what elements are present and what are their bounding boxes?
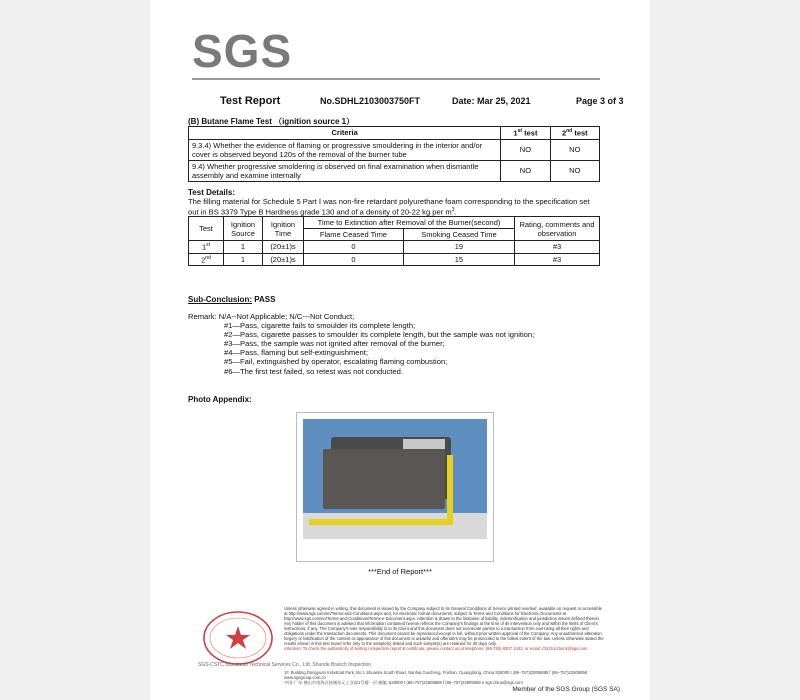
test-details-text: The filling material for Schedule 5 Part Ⅰ was non-fire retardant polyurethane foam corresponding to the specification set out in BS 3379 Type B Hardness grade 130 and of a density of 20-22 kg per $m^3$. — [188, 197, 590, 217]
test-details-title: Test Details: — [188, 188, 235, 197]
sample-photo — [303, 419, 487, 539]
remark-line: #2—Pass, cigarette passes to smoulder its complete length, but the sample was not ignition; — [224, 330, 535, 340]
rating-header: Rating, comments and observation — [515, 217, 600, 241]
footer-address: 1F, Building Dongyuan Industrial Park, No.1 Shuanlai South Road, Nanhai Guicheng, Foshan, Guangdong, China 528000 t (86–757)22805888 f (86–757)22805858 www.sgsgroup.com.cn 中国·广东·佛山市南海区桂城东元工业园1号楼一层 邮编: 528000 t (86–757)22805888 f (86–757)22805858 e sgs.china@sgs.com — [284, 670, 588, 685]
table-row — [189, 160, 600, 181]
terms-fine-print: Unless otherwise agreed in writing, this document is issued by the Company subject to its General Conditions of Service printed overleaf, available on request or accessible at http://www.sgs.com/en/Terms-and-Conditions.aspx and, for electronic format documents, subject to Terms and Conditions for Electronic Documents at http://www.sgs.com/en/Terms-and-Conditions/Terms-e-Document.aspx. Attention is drawn to the limitation of liability, indemnification and jurisdiction issues defined therein. Any holder of this document is advised that information contained hereon reflects the Company's findings at the time of its intervention only and within the limits of Client's instructions, if any. The Company's sole responsibility is to its Client and this document does not exonerate parties to a transaction from exercising all their rights and obligations under the transaction documents. This document cannot be reproduced except in full, without prior written approval of the Company. Any unauthorized alteration, forgery or falsification of the content or appearance of this document is unlawful and offenders may be prosecuted to the fullest extent of the law. Unless otherwise stated the results shown in this test report refer only to the sample(s) tested and such sample(s) are retained for 30 days only. Attention: To check the authenticity of testing / inspection report & certificate, please contact us at telephone: (86-755) 8307 1443, or email: CN.Doccheck@sgs.com — [284, 606, 604, 651]
end-of-report: ***End of Report*** — [368, 567, 432, 576]
result-cell: NO — [550, 160, 599, 181]
second-test-header: 2nd test — [550, 127, 599, 140]
criteria-cell: 9.4) Whether progressive smoldering is observed on final examination when dismantle assembly and examine internally — [189, 160, 501, 181]
test-header: Test — [189, 217, 224, 241]
extinction-header: Time to Extinction after Removal of the Burner(second) — [304, 217, 515, 229]
result-cell: NO — [550, 139, 599, 160]
result-cell: NO — [501, 139, 550, 160]
remark-line: #4—Pass, flaming but self-extinguishment; — [224, 348, 368, 358]
time-cell: (20±1)s — [263, 253, 304, 266]
remark-line: #5—Fail, extinguished by operator, escalating flaming combustion; — [224, 357, 448, 367]
result-cell: NO — [501, 160, 550, 181]
remark-first-line: Remark: N/A--Not Applicable; N/C---Not Conduct; — [188, 312, 355, 321]
test-cell: 2nd — [189, 253, 224, 266]
flame-cell: 0 — [304, 241, 404, 254]
ruler-icon — [309, 519, 449, 525]
section-b-title: (B) Butane Flame Test （ignition source 1） — [188, 117, 355, 126]
rating-cell: #3 — [515, 253, 600, 266]
table-row — [189, 139, 600, 160]
table-row — [189, 253, 600, 266]
report-number: No.SDHL2103003750FT — [320, 96, 421, 106]
remark-line: #3—Pass, the sample was not ignited after removal of the burner; — [224, 339, 445, 349]
remark-line: #6—The first test failed, so retest was not conducted. — [224, 366, 403, 376]
remark-line: #1—Pass, cigarette fails to smoulder its complete length; — [224, 321, 416, 331]
page-number: Page 3 of 3 — [576, 96, 624, 106]
time-cell: (20±1)s — [263, 241, 304, 254]
report-date: Date: Mar 25, 2021 — [452, 96, 531, 106]
branch-stamp-text: SGS-CSTC Standards Technical Services Co., Ltd. Shunde Branch Inspection — [198, 662, 372, 668]
sub-conclusion: Sub-Conclusion: PASS — [188, 295, 276, 304]
ignition-source-header: Ignition Source — [224, 217, 263, 241]
criteria-cell: 9.3.4) Whether the evidence of flaming or progressive smouldering in the interior and/or cover is observed beyond 120s of the removal of the burner tube — [189, 139, 501, 160]
sgs-member-text: Member of the SGS Group (SGS SA) — [512, 686, 620, 693]
company-seal-icon — [200, 608, 276, 668]
flame-ceased-header: Flame Ceased Time — [304, 229, 404, 241]
smoking-cell: 15 — [403, 253, 514, 266]
butane-flame-table — [188, 126, 600, 182]
photo-appendix-title: Photo Appendix: — [188, 395, 252, 404]
flame-cell: 0 — [304, 253, 404, 266]
sgs-logo: SGS — [192, 25, 293, 77]
remark-block — [188, 312, 534, 376]
ignition-time-header: Ignition Time — [263, 217, 304, 241]
test-details-table — [188, 216, 600, 266]
report-page — [150, 0, 650, 700]
smoking-cell: 19 — [403, 241, 514, 254]
header-divider — [192, 78, 600, 80]
smoking-ceased-header: Smoking Ceased Time — [403, 229, 514, 241]
report-title: Test Report — [220, 95, 281, 107]
sample-photo-frame — [296, 412, 494, 562]
source-cell: 1 — [224, 253, 263, 266]
source-cell: 1 — [224, 241, 263, 254]
criteria-header: Criteria — [189, 127, 501, 140]
table-row — [189, 241, 600, 254]
first-test-header: 1st test — [501, 127, 550, 140]
test-cell: 1st — [189, 241, 224, 254]
rating-cell: #3 — [515, 241, 600, 254]
